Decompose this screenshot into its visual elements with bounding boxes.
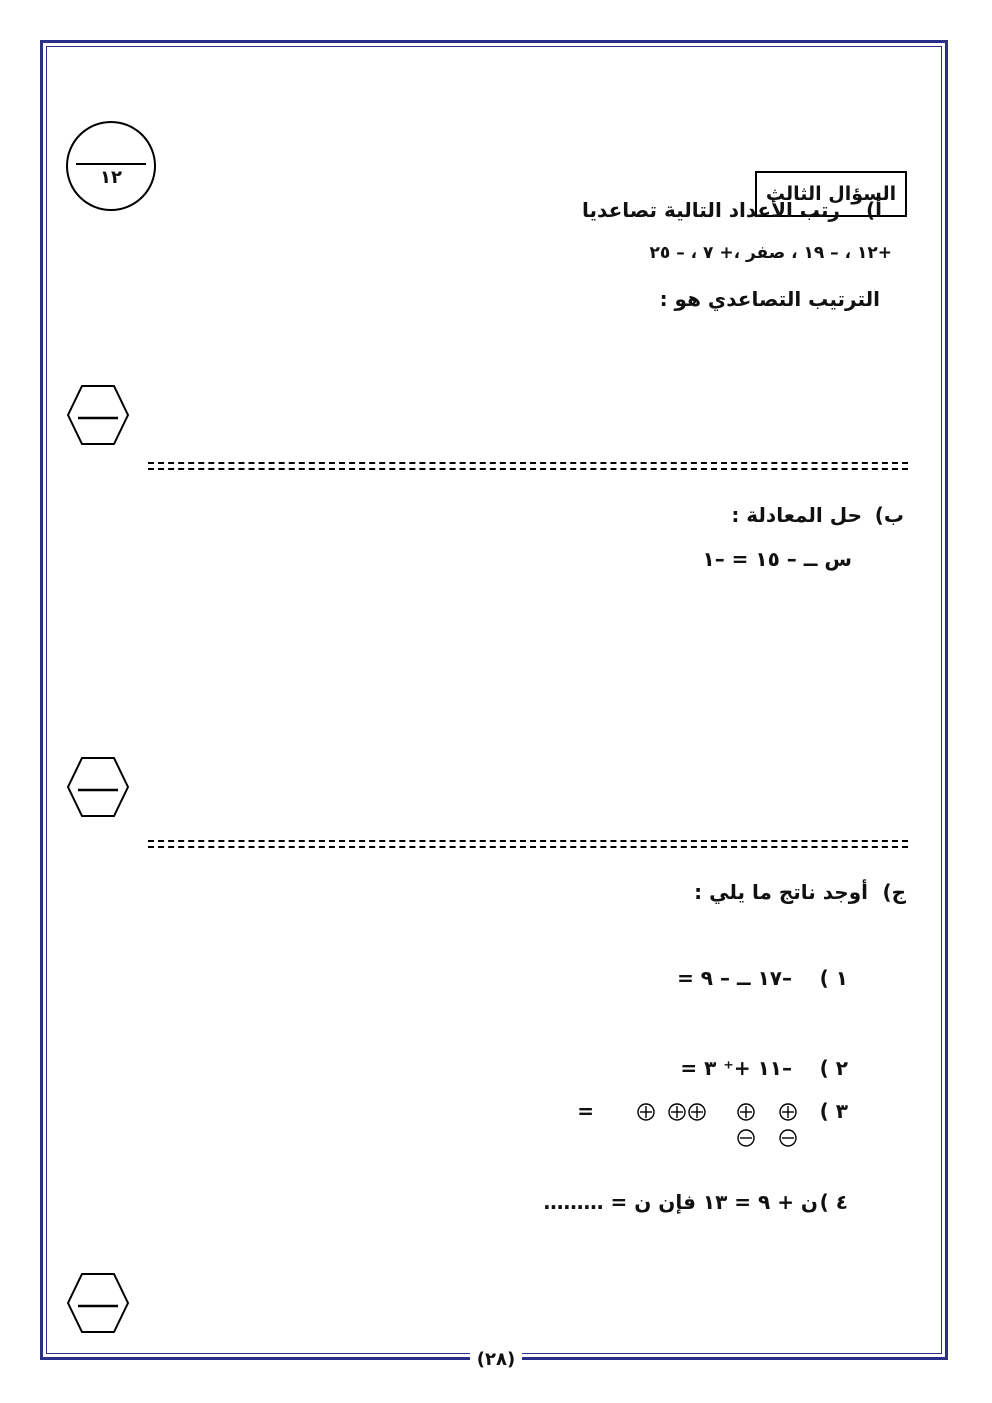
item-4-number: ٤ ) bbox=[819, 1190, 848, 1214]
part-a-answer-prompt: الترتيب التصاعدي هو : bbox=[659, 287, 880, 311]
positive-tile bbox=[669, 1104, 685, 1120]
item-1-expression: –١٧ ــ – ٩ = bbox=[677, 966, 792, 990]
page-border bbox=[40, 40, 948, 1360]
negative-tile bbox=[738, 1130, 754, 1146]
positive-tile bbox=[738, 1104, 754, 1120]
score-circle bbox=[66, 121, 156, 211]
part-a-instruction: رتب الأعداد التالية تصاعديا bbox=[582, 198, 840, 222]
page-number: (٢٨) bbox=[470, 1349, 522, 1370]
question-title: السؤال الثالث bbox=[755, 171, 907, 217]
score-divider bbox=[76, 163, 146, 165]
integer-tiles-diagram bbox=[630, 1100, 805, 1154]
part-b-equation: س ــ – ١٥ = –١ bbox=[702, 547, 852, 571]
part-b-instruction: حل المعادلة : bbox=[731, 503, 862, 527]
separator-2 bbox=[148, 840, 908, 848]
mark-hexagon-a bbox=[66, 384, 130, 446]
negative-tile bbox=[780, 1130, 796, 1146]
item-2-number: ٢ ) bbox=[819, 1056, 848, 1080]
item-3-expression: = bbox=[577, 1099, 594, 1123]
part-c-instruction: أوجد ناتج ما يلي : bbox=[694, 880, 868, 904]
positive-tile bbox=[689, 1104, 705, 1120]
item-4-expression: ن + ٩ = ١٣ فإن ن = ……… bbox=[543, 1190, 818, 1214]
positive-tile bbox=[638, 1104, 654, 1120]
item-1-number: ١ ) bbox=[819, 966, 848, 990]
score-value: ١٢ bbox=[100, 167, 122, 188]
separator-1 bbox=[148, 462, 908, 470]
mark-hexagon-b bbox=[66, 756, 130, 818]
part-a-label: أ) bbox=[866, 198, 882, 222]
part-a-numbers: +١٢ ، – ١٩ ، صفر ،+ ٧ ، – ٢٥ bbox=[649, 243, 892, 263]
mark-hexagon-c bbox=[66, 1272, 130, 1334]
positive-tile bbox=[780, 1104, 796, 1120]
item-2-expression: –١١ +⁺ ٣ = bbox=[680, 1056, 792, 1080]
part-b-label: ب) bbox=[874, 503, 904, 527]
part-c-label: ج) bbox=[882, 880, 906, 904]
item-3-number: ٣ ) bbox=[819, 1099, 848, 1123]
